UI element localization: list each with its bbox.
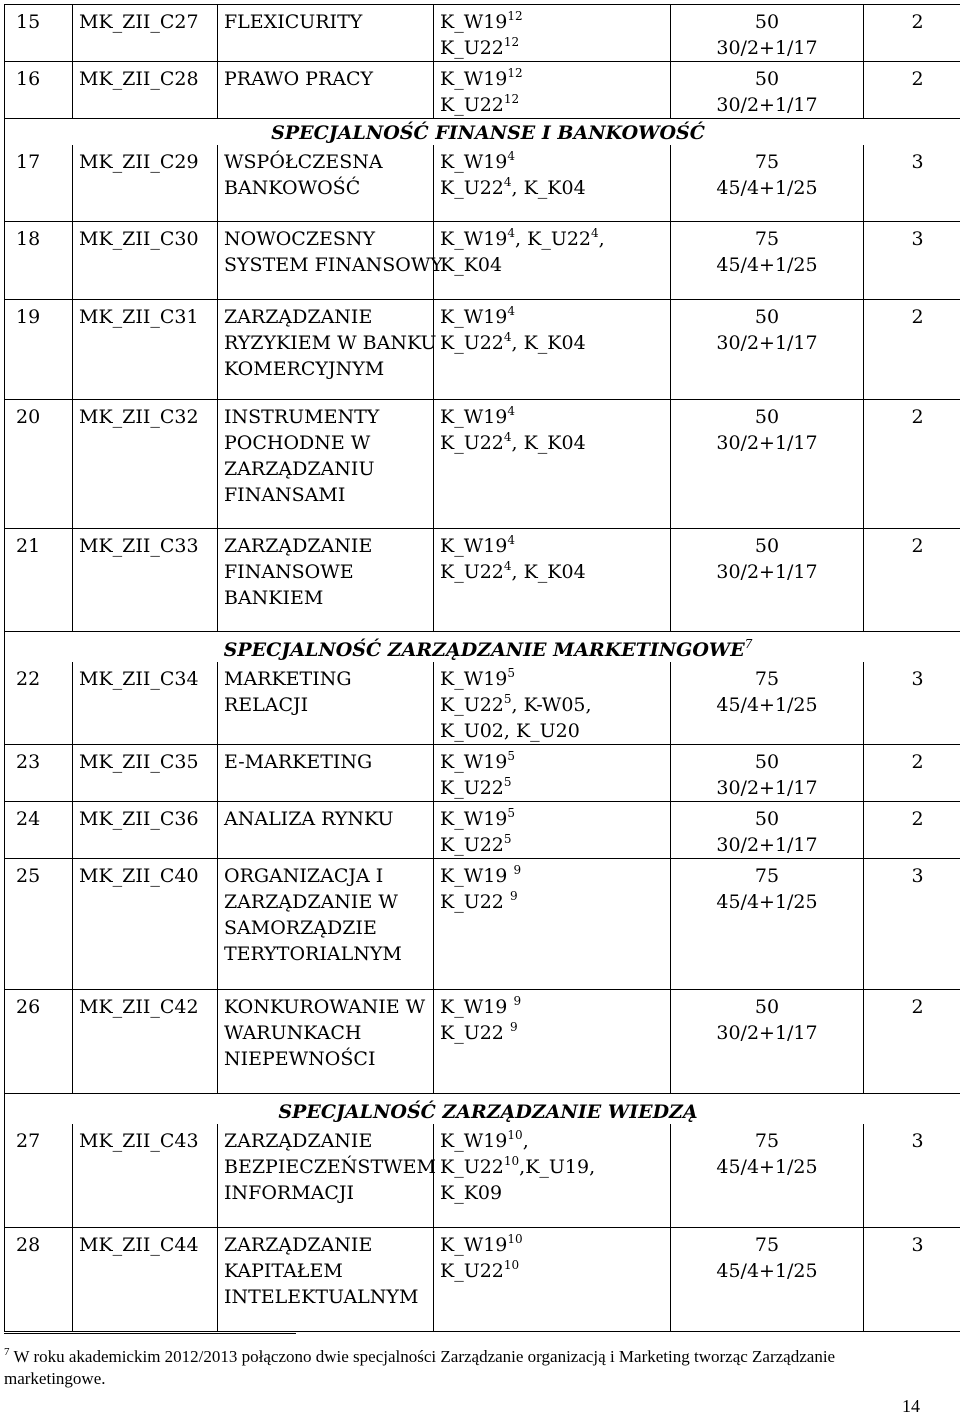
outcome-code: K_U22 — [440, 560, 504, 583]
outcome-line — [440, 718, 664, 744]
outcome-sup: 4 — [507, 532, 516, 547]
hours — [671, 221, 864, 299]
outcome-line — [440, 175, 664, 201]
table-row — [5, 299, 960, 399]
learning-outcomes — [434, 62, 671, 119]
outcome-line — [440, 35, 664, 61]
outcome-sup: 9 — [509, 888, 518, 903]
course-code: MK_ZII_C42 — [73, 989, 218, 1093]
rows-group-a — [5, 5, 960, 119]
outcome-sup: 5 — [507, 805, 516, 820]
course-name-line: WSPÓŁCZESNA — [224, 151, 383, 173]
outcome-sup: 12 — [503, 92, 520, 106]
course-code: MK_ZII_C29 — [73, 145, 218, 221]
table-row — [5, 221, 960, 299]
hours-total: 75 — [754, 864, 780, 887]
outcome-code: K_W19 — [440, 1234, 508, 1256]
course-name-line: FINANSOWE — [224, 560, 354, 583]
footnote-mark: 7 — [4, 1346, 10, 1358]
ects-points: 3 — [864, 1124, 960, 1228]
outcome-sup: 4 — [507, 149, 516, 163]
outcome-line — [440, 149, 664, 175]
course-name-line: POCHODNE W — [224, 431, 371, 454]
course-name-line: FINANSAMI — [224, 483, 346, 506]
outcome-sup: 4 — [503, 429, 512, 444]
rows-group-d — [5, 1124, 960, 1332]
section-header-row — [5, 119, 960, 146]
footnote-text: W roku akademickim 2012/2013 połączono dwie specjalności Zarządzanie organizacją i Marketing tworząc Zarządzanie marketingowe. — [4, 1347, 836, 1388]
hours-breakdown: 30/2+1/17 — [716, 37, 818, 59]
table-row — [5, 662, 960, 745]
hours-total: 50 — [754, 11, 780, 33]
course-name-line: PRAWO PRACY — [224, 68, 374, 90]
outcome-line — [440, 775, 664, 801]
course-name-line: FLEXICURITY — [224, 11, 363, 33]
course-name-line: RYZYKIEM W BANKU — [224, 331, 437, 354]
footnote-reference: 7 — [744, 636, 753, 651]
outcome-line — [440, 9, 664, 35]
section-title: SPECJALNOŚĆ ZARZĄDZANIE WIEDZĄ — [5, 1093, 960, 1124]
hours-breakdown: 30/2+1/17 — [716, 560, 818, 583]
ects-points: 2 — [864, 299, 960, 399]
row-number: 24 — [5, 801, 73, 858]
ects-points: 3 — [864, 145, 960, 221]
outcome-sup: 9 — [513, 862, 522, 877]
course-name-line: INTELEKTUALNYM — [224, 1286, 419, 1308]
table-row — [5, 989, 960, 1093]
rows-group-b — [5, 145, 960, 631]
learning-outcomes — [434, 5, 671, 62]
table-row — [5, 1124, 960, 1228]
hours-breakdown: 30/2+1/17 — [716, 431, 818, 454]
outcome-code: K_W19 — [440, 305, 508, 328]
course-name-line: E-MARKETING — [224, 750, 373, 773]
outcome-code: K_W19 — [440, 68, 508, 90]
course-code: MK_ZII_C33 — [73, 528, 218, 631]
hours-total: 50 — [754, 807, 780, 830]
ects-points: 2 — [864, 62, 960, 119]
hours-breakdown: 45/4+1/25 — [716, 890, 818, 913]
hours — [671, 299, 864, 399]
outcome-line — [440, 749, 664, 775]
course-name-line: NIEPEWNOŚCI — [224, 1047, 376, 1070]
outcome-sup: 5 — [503, 691, 512, 706]
hours-total: 50 — [754, 534, 780, 557]
outcome-line — [440, 226, 664, 252]
course-code: MK_ZII_C36 — [73, 801, 218, 858]
course-name-line: BEZPIECZEŃSTWEM — [224, 1155, 436, 1178]
outcome-line — [440, 806, 664, 832]
section-title: SPECJALNOŚĆ FINANSE I BANKOWOŚĆ — [5, 119, 960, 146]
hours-total: 75 — [754, 1129, 780, 1152]
learning-outcomes — [434, 744, 671, 801]
outcome-line — [440, 666, 664, 692]
footnote-divider — [4, 1333, 296, 1334]
outcome-sup: 5 — [507, 665, 516, 680]
outcome-code: K_U02, K_U20 — [440, 719, 580, 742]
outcome-line — [440, 330, 664, 356]
hours-breakdown: 45/4+1/25 — [716, 693, 818, 716]
course-name-line: ZARZĄDZANIE — [224, 305, 373, 328]
learning-outcomes — [434, 528, 671, 631]
hours-breakdown: 30/2+1/17 — [716, 776, 818, 799]
outcome-sup: 5 — [503, 774, 512, 789]
section-title: SPECJALNOŚĆ ZARZĄDZANIE MARKETINGOWE — [223, 638, 745, 661]
hours-breakdown: 30/2+1/17 — [716, 94, 818, 116]
outcome-code: K_W19 — [440, 11, 508, 33]
learning-outcomes — [434, 399, 671, 528]
outcome-code: K_U22 — [440, 37, 504, 59]
course-name — [218, 5, 434, 62]
learning-outcomes — [434, 221, 671, 299]
outcome-line — [440, 1258, 664, 1284]
course-name-line: ZARZĄDZANIE W — [224, 890, 398, 913]
outcome-code: K_U22 — [440, 177, 504, 199]
ects-points: 3 — [864, 1228, 960, 1332]
ects-points: 3 — [864, 858, 960, 989]
outcome-sup: 12 — [503, 35, 520, 49]
hours-total: 50 — [754, 750, 780, 773]
outcome-sup: 5 — [503, 831, 512, 846]
outcome-sup: 4 — [503, 329, 512, 344]
outcome-code: K_W19 — [440, 667, 508, 690]
row-number: 19 — [5, 299, 73, 399]
outcome-code: K_U22 — [440, 776, 504, 799]
hours-total: 50 — [754, 305, 780, 328]
course-name — [218, 662, 434, 745]
section-marketing — [5, 631, 960, 662]
outcome-line — [440, 1232, 664, 1258]
row-number: 26 — [5, 989, 73, 1093]
hours-total: 50 — [754, 405, 780, 428]
row-number: 25 — [5, 858, 73, 989]
hours — [671, 145, 864, 221]
outcome-tail: , $K\_U22^4$, — [515, 225, 605, 250]
course-name-line: RELACJI — [224, 693, 309, 716]
outcome-sup: 9 — [513, 993, 522, 1008]
ects-points: 2 — [864, 744, 960, 801]
section-finance — [5, 119, 960, 146]
learning-outcomes — [434, 858, 671, 989]
ects-points: 2 — [864, 399, 960, 528]
outcome-code: K_U22 — [440, 331, 504, 354]
row-number: 16 — [5, 62, 73, 119]
outcome-code: K_W19 — [440, 750, 508, 773]
outcome-sup: 10 — [507, 1127, 523, 1142]
outcome-code: K_W19 — [440, 227, 508, 250]
hours-total: 75 — [754, 151, 780, 173]
outcome-sup: 4 — [507, 403, 516, 418]
course-code: MK_ZII_C34 — [73, 662, 218, 745]
row-number: 20 — [5, 399, 73, 528]
course-name-line: ZARZĄDZANIE — [224, 534, 373, 557]
course-code: MK_ZII_C30 — [73, 221, 218, 299]
hours — [671, 662, 864, 745]
hours-total: 75 — [754, 667, 780, 690]
course-name-line: WARUNKACH — [224, 1021, 362, 1044]
hours — [671, 528, 864, 631]
course-name — [218, 399, 434, 528]
table-row — [5, 858, 960, 989]
hours — [671, 5, 864, 62]
outcome-line — [440, 1180, 664, 1206]
outcome-line — [440, 692, 664, 718]
table-row — [5, 145, 960, 221]
outcome-tail: , K_K04 — [511, 560, 586, 583]
course-name — [218, 62, 434, 119]
outcome-sup: 12 — [507, 66, 523, 80]
page-number: 14 — [902, 1396, 920, 1416]
ects-points: 3 — [864, 662, 960, 745]
outcome-code: K_K04 — [440, 253, 503, 276]
row-number: 18 — [5, 221, 73, 299]
table-row — [5, 744, 960, 801]
outcome-line — [440, 304, 664, 330]
hours — [671, 1228, 864, 1332]
course-name — [218, 145, 434, 221]
outcome-code: K_W19 — [440, 864, 514, 887]
hours-total: 75 — [754, 1234, 780, 1256]
outcome-line — [440, 430, 664, 456]
hours — [671, 62, 864, 119]
outcome-code: K_U22 — [440, 431, 504, 454]
hours-breakdown: 45/4+1/25 — [716, 1260, 818, 1282]
learning-outcomes — [434, 662, 671, 745]
course-code: MK_ZII_C40 — [73, 858, 218, 989]
course-code: MK_ZII_C35 — [73, 744, 218, 801]
course-name-line: BANKOWOŚĆ — [224, 177, 361, 199]
hours-breakdown: 30/2+1/17 — [716, 331, 818, 354]
outcome-line — [440, 994, 664, 1020]
course-name — [218, 299, 437, 399]
learning-outcomes — [434, 145, 671, 221]
course-code: MK_ZII_C44 — [73, 1228, 218, 1332]
course-name-line: INSTRUMENTY — [224, 405, 380, 428]
course-name-line: SAMORZĄDZIE — [224, 916, 377, 939]
course-name-line: KOMERCYJNYM — [224, 357, 385, 380]
course-name — [218, 801, 434, 858]
course-name-line: KONKUROWANIE W — [224, 995, 426, 1018]
learning-outcomes — [434, 299, 671, 399]
hours-breakdown: 45/4+1/25 — [716, 1155, 818, 1178]
course-name-line: ZARZĄDZANIE — [224, 1129, 373, 1152]
course-name-line: KAPITAŁEM — [224, 1260, 343, 1282]
course-name-line: ZARZĄDZANIE — [224, 1234, 373, 1256]
outcome-line — [440, 1128, 664, 1154]
ects-points: 2 — [864, 528, 960, 631]
outcome-sup: 4 — [507, 225, 516, 240]
outcome-line — [440, 863, 664, 889]
course-name-line: ZARZĄDZANIU — [224, 457, 375, 480]
footnote — [4, 1346, 924, 1390]
outcome-sup: 4 — [507, 303, 516, 318]
outcome-code: K_U22 — [440, 1155, 504, 1178]
course-name — [218, 528, 434, 631]
outcome-sup: 5 — [507, 748, 516, 763]
outcome-sup: 10 — [503, 1153, 520, 1168]
outcome-line — [440, 92, 664, 118]
hours — [671, 989, 864, 1093]
row-number: 23 — [5, 744, 73, 801]
outcome-code: K_W19 — [440, 534, 508, 557]
hours-total: 50 — [754, 995, 780, 1018]
outcome-code: K_W19 — [440, 995, 514, 1018]
course-name — [218, 989, 434, 1093]
outcome-code: K_U22 — [440, 833, 504, 856]
row-number: 15 — [5, 5, 73, 62]
course-name — [218, 1228, 434, 1332]
hours — [671, 399, 864, 528]
outcome-line — [440, 533, 664, 559]
hours-total: 75 — [754, 227, 780, 250]
outcome-tail: , — [522, 1129, 529, 1152]
ects-points: 2 — [864, 989, 960, 1093]
outcome-line — [440, 1020, 664, 1046]
section-header-row — [5, 631, 960, 662]
table-row — [5, 1228, 960, 1332]
hours-breakdown: 30/2+1/17 — [716, 1021, 818, 1044]
rows-group-c — [5, 662, 960, 1094]
outcome-line — [440, 1154, 664, 1180]
course-code: MK_ZII_C32 — [73, 399, 218, 528]
course-code: MK_ZII_C43 — [73, 1124, 218, 1228]
course-code: MK_ZII_C27 — [73, 5, 218, 62]
ects-points: 3 — [864, 221, 960, 299]
outcome-code: K_W19 — [440, 151, 508, 173]
course-name-line: ANALIZA RYNKU — [224, 807, 394, 830]
outcome-code: K_W19 — [440, 807, 508, 830]
outcome-code: K_W19 — [440, 1129, 508, 1152]
outcome-code: K_U22 — [440, 1260, 504, 1282]
outcome-code: K_U22 — [440, 693, 504, 716]
outcome-line — [440, 832, 664, 858]
course-name — [218, 1124, 434, 1228]
hours — [671, 801, 864, 858]
outcome-code: K_W19 — [440, 405, 508, 428]
outcome-tail: , K_K04 — [511, 177, 586, 199]
course-name — [218, 221, 443, 299]
outcome-sup: 4 — [503, 175, 512, 189]
outcome-tail: , K_K04 — [511, 431, 586, 454]
learning-outcomes — [434, 989, 671, 1093]
ects-points: 2 — [864, 5, 960, 62]
course-code: MK_ZII_C28 — [73, 62, 218, 119]
table-row — [5, 5, 960, 62]
outcome-code: K_U22 — [440, 1021, 510, 1044]
outcome-tail: ,K_U19, — [519, 1155, 596, 1178]
ects-points: 2 — [864, 801, 960, 858]
outcome-code: K_K09 — [440, 1181, 503, 1204]
row-number: 17 — [5, 145, 73, 221]
course-name-line: ORGANIZACJA I — [224, 864, 384, 887]
course-name-line: SYSTEM FINANSOWY — [224, 253, 443, 276]
table-row — [5, 399, 960, 528]
course-name-line: TERYTORIALNYM — [224, 942, 402, 965]
outcome-sup: 10 — [503, 1258, 520, 1272]
hours — [671, 858, 864, 989]
course-name-line: INFORMACJI — [224, 1181, 355, 1204]
learning-outcomes — [434, 801, 671, 858]
outcome-sup: 4 — [503, 558, 512, 573]
course-name — [218, 858, 434, 989]
outcome-line — [440, 252, 664, 278]
course-name — [218, 744, 434, 801]
table-row — [5, 62, 960, 119]
table-row — [5, 528, 960, 631]
hours — [671, 744, 864, 801]
table-row — [5, 801, 960, 858]
outcome-sup: 9 — [509, 1019, 518, 1034]
course-name-line: BANKIEM — [224, 586, 324, 609]
outcome-code: K_U22 — [440, 94, 504, 116]
outcome-sup: 10 — [507, 1232, 523, 1246]
hours — [671, 1124, 864, 1228]
row-number: 28 — [5, 1228, 73, 1332]
section-knowledge — [5, 1093, 960, 1124]
row-number: 27 — [5, 1124, 73, 1228]
course-name-line: MARKETING — [224, 667, 352, 690]
outcome-code: K_U22 — [440, 890, 510, 913]
outcome-tail: , K-W05, — [511, 693, 592, 716]
section-header-row — [5, 1093, 960, 1124]
outcome-line — [440, 559, 664, 585]
row-number: 22 — [5, 662, 73, 745]
hours-breakdown: 45/4+1/25 — [716, 177, 818, 199]
section-title-cell — [5, 631, 960, 662]
course-code: MK_ZII_C31 — [73, 299, 218, 399]
hours-total: 50 — [754, 68, 780, 90]
hours-breakdown: 30/2+1/17 — [716, 833, 818, 856]
hours-breakdown: 45/4+1/25 — [716, 253, 818, 276]
outcome-sup: 12 — [507, 9, 523, 23]
learning-outcomes — [434, 1124, 671, 1228]
learning-outcomes — [434, 1228, 671, 1332]
curriculum-table — [4, 4, 960, 1332]
row-number: 21 — [5, 528, 73, 631]
outcome-line — [440, 404, 664, 430]
course-name-line: NOWOCZESNY — [224, 227, 376, 250]
outcome-line — [440, 889, 664, 915]
outcome-tail: , K_K04 — [511, 331, 586, 354]
outcome-line — [440, 66, 664, 92]
